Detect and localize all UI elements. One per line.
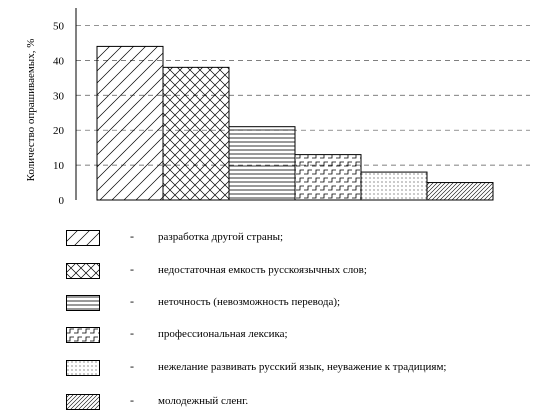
legend-swatch xyxy=(66,230,100,246)
legend-dash: - xyxy=(130,326,134,340)
legend-item xyxy=(66,262,367,280)
legend-label: недостаточная емкость русскоязычных слов; xyxy=(158,264,367,276)
y-tick-label: 30 xyxy=(53,90,64,103)
legend-item xyxy=(66,294,341,312)
y-tick-label: 50 xyxy=(53,20,64,33)
bar xyxy=(361,172,427,200)
bar xyxy=(229,127,295,200)
y-tick-label: 40 xyxy=(53,55,64,68)
legend-dash: - xyxy=(130,294,134,308)
bar xyxy=(163,67,229,200)
legend-label: нежелание развивать русский язык, неуважение к традициям; xyxy=(158,361,447,373)
legend-label: неточность (невозможность перевода); xyxy=(158,296,341,308)
legend-label: профессиональная лексика; xyxy=(158,328,288,340)
legend-swatch xyxy=(66,263,100,279)
legend-item xyxy=(66,229,284,247)
legend-label: молодежный сленг. xyxy=(158,395,249,407)
legend-swatch xyxy=(66,295,100,311)
legend-label: разработка другой страны; xyxy=(158,231,284,243)
y-tick-label: 20 xyxy=(53,125,64,138)
y-tick-label: 0 xyxy=(58,195,64,207)
bar xyxy=(295,155,361,200)
legend-dash: - xyxy=(130,393,134,407)
y-axis-title: Количество опрашиваемых, % xyxy=(25,38,37,182)
y-tick-label: 10 xyxy=(53,160,64,173)
legend-swatch xyxy=(66,394,100,410)
legend-dash: - xyxy=(130,229,134,243)
bar xyxy=(427,183,493,200)
legend-dash: - xyxy=(130,359,134,373)
bars xyxy=(97,46,493,200)
legend-swatch xyxy=(66,360,100,376)
legend-item xyxy=(66,393,249,411)
legend-item xyxy=(66,326,288,344)
bar xyxy=(97,46,163,200)
legend-swatch xyxy=(66,327,100,343)
legend-dash: - xyxy=(130,262,134,276)
legend-item xyxy=(66,359,447,377)
